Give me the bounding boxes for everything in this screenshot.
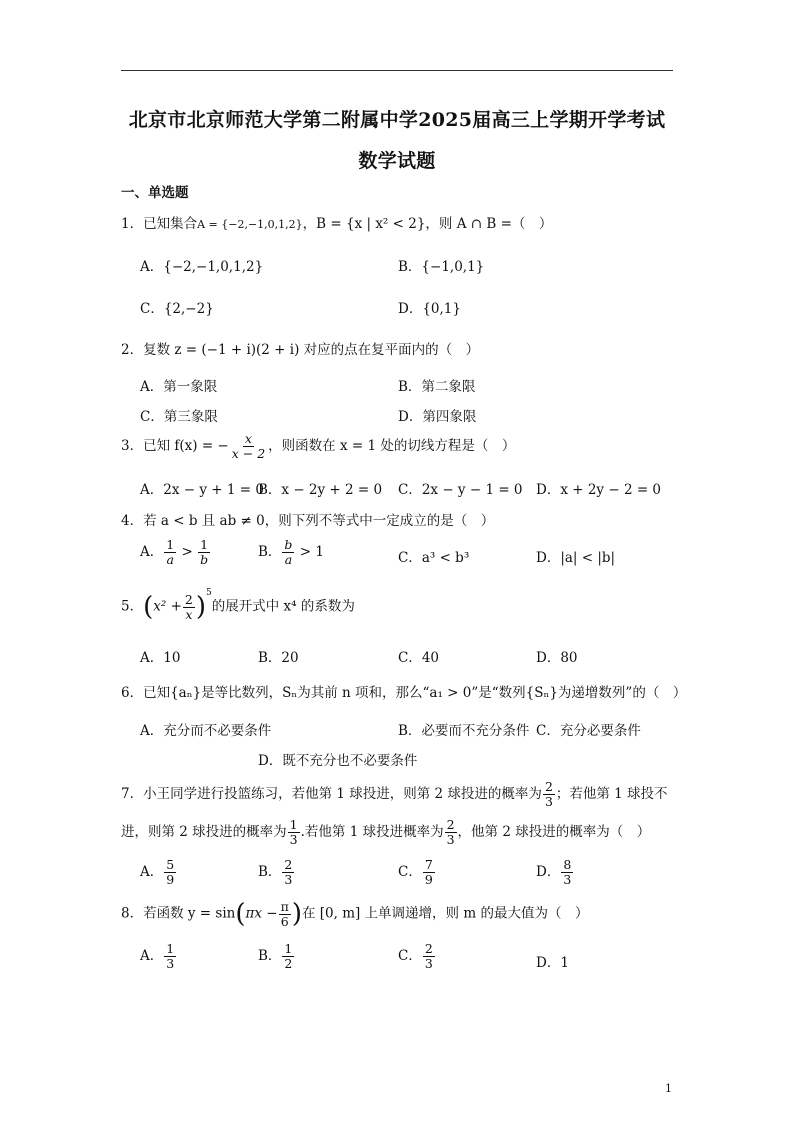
q6-option-c: C．充分必要条件 [536, 723, 641, 739]
q7-option-a [140, 858, 177, 887]
q7-b-label: B． [258, 863, 282, 880]
q7-c-frac [423, 858, 435, 887]
q7-option-c [398, 858, 436, 887]
q7-l2-b: .若他第 1 球投进概率为 [300, 823, 444, 840]
q4-option-d: D．|a| < |b| [536, 550, 616, 566]
q4-a-frac1 [164, 538, 176, 567]
q4-option-b [258, 538, 324, 567]
q7-l1-frac [543, 780, 555, 809]
q7-d-n: 8 [563, 857, 572, 872]
q8-option-a [140, 942, 177, 971]
q7-l2-fd1: 3 [289, 831, 298, 847]
question-5-stem [121, 588, 355, 622]
question-2-stem: 2．复数 z = (−1 + i)(2 + i) 对应的点在复平面内的（ ） [121, 342, 480, 358]
q8-close-paren: ) [291, 899, 302, 929]
q8-frac-den: 6 [280, 913, 289, 929]
q3-stem-a: 3．已知 f(x) = − [121, 437, 229, 454]
q7-d-d: 3 [563, 871, 572, 887]
q5-num: 5． [121, 598, 144, 615]
q3-option-a: A．2x − y + 1 = 0 [140, 482, 264, 498]
q7-option-d [536, 858, 574, 887]
q8-a-label: A． [140, 947, 164, 964]
q4-a-op: > [177, 543, 198, 560]
q6-option-b: B．必要而不充分条件 [398, 723, 530, 739]
q7-l2-fn2: 2 [446, 817, 455, 832]
q8-c-n: 2 [424, 941, 433, 956]
q1-option-b: B．{−1,0,1} [398, 259, 485, 275]
q6-option-a: A．充分而不必要条件 [140, 723, 272, 739]
q8-inner: πx − [245, 905, 278, 922]
q5-open-paren: ( [143, 592, 154, 622]
q7-l2-fn1: 1 [289, 817, 298, 832]
q8-option-c [398, 942, 436, 971]
question-6-stem: 6．已知{aₙ}是等比数列，Sₙ为其前 n 项和，那么“a₁ > 0”是“数列{Sₙ}为递增数列”的（ ） [121, 685, 687, 701]
q7-l1-fd: 3 [544, 793, 553, 809]
q1-option-a: A．{−2,−1,0,1,2} [140, 259, 264, 275]
q7-d-label: D． [536, 863, 561, 880]
q8-fraction [279, 900, 291, 929]
q1-option-d: D．{0,1} [398, 301, 461, 317]
q3-option-b: B．x − 2y + 2 = 0 [258, 482, 383, 498]
top-rule [121, 70, 673, 71]
question-4-stem: 4．若 a < b 且 ab ≠ 0，则下列不等式中一定成立的是（ ） [121, 513, 495, 529]
q4-option-c: C．a³ < b³ [398, 550, 470, 566]
q4-b-frac [282, 538, 294, 567]
q8-option-d: D．1 [536, 955, 569, 971]
q4-a-label: A． [140, 543, 164, 560]
q3-option-d: D．x + 2y − 2 = 0 [536, 482, 662, 498]
question-3-stem [121, 432, 515, 461]
q5-inner-a: x² + [153, 598, 182, 615]
q4-b-d: a [284, 551, 293, 567]
q7-l1-b: ；若他第 1 球投不 [555, 785, 668, 802]
q5-option-a: A．10 [140, 650, 181, 666]
q5-stem-b: 的展开式中 x⁴ 的系数为 [211, 598, 355, 615]
q7-l2-frac1 [288, 818, 300, 847]
question-1-stem [121, 212, 552, 232]
q8-open-paren: ( [235, 899, 246, 929]
page-title: 北京市北京师范大学第二附属中学2025届高三上学期开学考试 [128, 109, 666, 131]
q2-option-a: A．第一象限 [140, 379, 218, 395]
q7-l1-fn: 2 [544, 779, 553, 794]
q5-option-d: D．80 [536, 650, 578, 666]
q7-a-label: A． [140, 863, 164, 880]
q7-d-frac [561, 858, 573, 887]
q5-power: 5 [206, 588, 212, 598]
q8-frac-num: π [280, 898, 289, 914]
q8-c-label: C． [398, 947, 422, 964]
q4-b-label: B． [258, 543, 282, 560]
q6-option-d: D．既不充分也不必要条件 [258, 753, 418, 769]
q1-stem-a: 1．已知集合 [121, 216, 198, 232]
section-heading: 一、单选题 [121, 185, 189, 201]
q4-a-frac2 [198, 538, 210, 567]
q8-b-n: 1 [284, 941, 293, 956]
q5-frac-num: 2 [184, 591, 193, 607]
q7-b-d: 3 [284, 871, 293, 887]
q7-b-frac [282, 858, 294, 887]
q4-a-n1: 1 [166, 537, 175, 552]
q7-a-frac [164, 858, 176, 887]
q2-option-c: C．第三象限 [140, 409, 218, 425]
q7-l1-a: 7．小王同学进行投篮练习，若他第 1 球投进，则第 2 球投进的概率为 [121, 785, 542, 802]
page-number: 1 [665, 1082, 672, 1095]
q3-stem-b: ，则函数在 x = 1 处的切线方程是（ ） [268, 437, 516, 454]
q4-option-a [140, 538, 211, 567]
page-subtitle: 数学试题 [358, 150, 436, 172]
q3-frac-num: x [244, 431, 252, 446]
q7-l2-frac2 [445, 818, 457, 847]
q5-frac-den: x [185, 606, 193, 622]
q7-l2-fd2: 3 [446, 831, 455, 847]
q8-a-frac [164, 942, 176, 971]
q7-b-n: 2 [284, 857, 293, 872]
q4-a-n2: 1 [200, 537, 209, 552]
q8-option-b [258, 942, 295, 971]
q1-set-a: A = {−2,−1,0,1,2} [197, 218, 303, 231]
q4-a-d1: a [166, 551, 174, 567]
question-7-line-1 [121, 780, 668, 809]
q8-b-label: B． [258, 947, 282, 964]
q8-stem-a: 8．若函数 y = sin [121, 905, 236, 922]
q5-option-b: B．20 [258, 650, 299, 666]
question-8-stem [121, 899, 588, 929]
q3-frac-den: x − 2 [231, 445, 266, 461]
q5-fraction [183, 593, 195, 622]
q5-close-paren: ) [195, 592, 206, 622]
q7-c-label: C． [398, 863, 422, 880]
q8-c-d: 3 [424, 955, 433, 971]
q8-b-frac [282, 942, 294, 971]
q3-option-c: C．2x − y − 1 = 0 [398, 482, 523, 498]
q7-option-b [258, 858, 295, 887]
q2-option-d: D．第四象限 [398, 409, 477, 425]
q7-a-n: 5 [166, 857, 175, 872]
q7-c-d: 9 [424, 871, 433, 887]
q7-a-d: 9 [166, 871, 175, 887]
q7-l2-a: 进，则第 2 球投进的概率为 [121, 823, 287, 840]
q4-a-d2: b [200, 551, 209, 567]
q7-l2-c: ，他第 2 球投进的概率为（ ） [457, 823, 651, 840]
q7-c-n: 7 [424, 857, 433, 872]
q4-b-tail: > 1 [295, 543, 324, 560]
q8-stem-b: 在 [0, m] 上单调递增，则 m 的最大值为（ ） [301, 905, 589, 922]
q2-option-b: B．第二象限 [398, 379, 476, 395]
q1-option-c: C．{2,−2} [140, 301, 214, 317]
q8-b-d: 2 [284, 955, 293, 971]
q3-fraction [230, 432, 267, 461]
q1-set-b: ，B = {x | x² < 2}，则 A ∩ B =（ ） [302, 216, 553, 232]
q5-option-c: C．40 [398, 650, 440, 666]
q8-a-n: 1 [166, 941, 175, 956]
q8-a-d: 3 [166, 955, 175, 971]
question-7-line-2 [121, 818, 650, 847]
q8-c-frac [423, 942, 435, 971]
q4-b-n: b [284, 537, 293, 552]
